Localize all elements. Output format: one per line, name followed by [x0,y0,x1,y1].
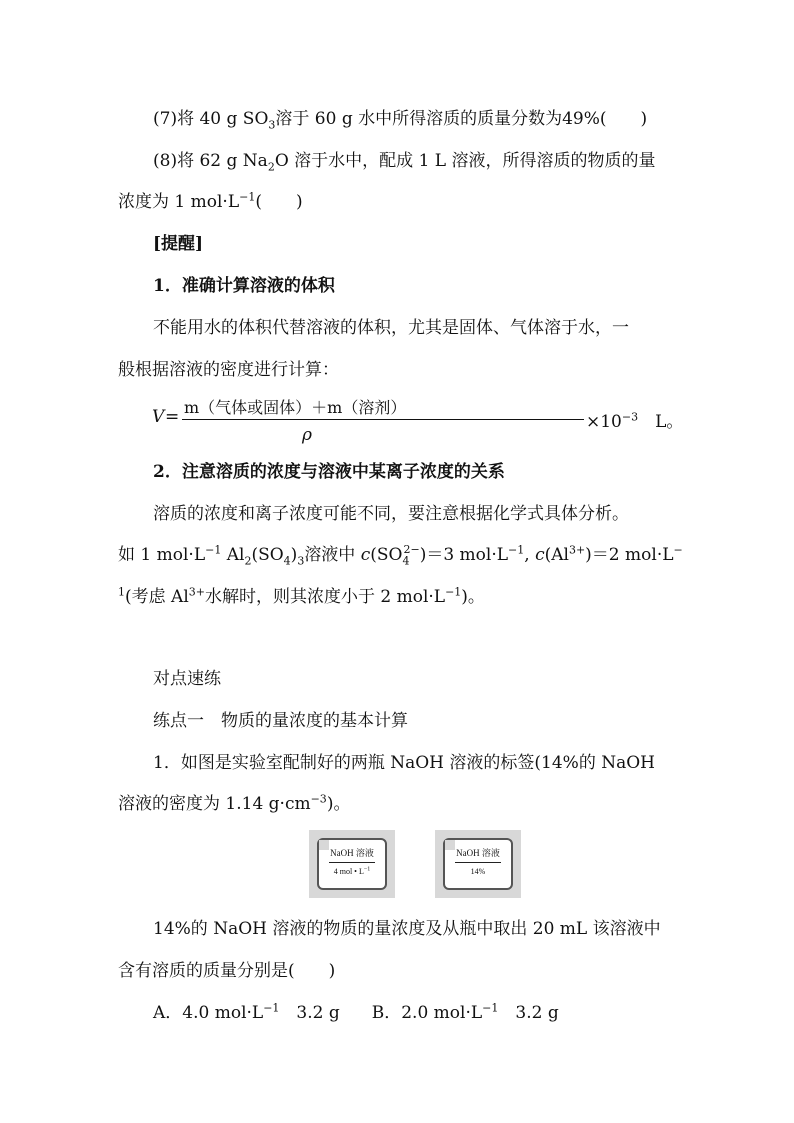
label-value-text: 4 mol • L [333,867,364,876]
reminder-paragraph-1a: 不能用水的体积代替溶液的体积，尤其是固体、气体溶于水，一 [153,318,629,338]
label-value: 14% [470,867,486,876]
reminder-heading-1: 1．准确计算溶液的体积 [153,276,335,296]
p2b-t6: (SO [370,545,403,565]
p2c-t3: )。 [461,587,485,607]
p2b-t7: )＝3 mol·L [419,545,509,565]
q1b-sup: −3 [310,792,327,806]
option-b[interactable] [372,1003,559,1023]
p2c-s1: 1 [118,585,125,599]
q7-sub: 3 [268,118,276,132]
p2b-s4: 3+ [568,543,586,557]
p2b-c2: c [535,545,545,565]
bottle-label-4mol [309,830,395,898]
question-1-line3: 14%的 NaOH 溶液的物质的量浓度及从瓶中取出 20 mL 该溶液中 [153,919,661,939]
volume-formula [152,395,684,447]
label-value-sup: −1 [363,866,371,873]
q8-text-post: O 溶于水中，配成 1 L 溶液，所得溶质的物质的量 [274,151,656,171]
formula-tail-sup: −3 [621,410,639,424]
p2b-t2: Al [221,545,245,565]
p2b-t8: , [524,545,536,565]
q8-text-pre: (8)将 62 g Na [153,151,268,171]
question-1-line2 [118,793,350,815]
p2b-t9: (Al [544,545,569,565]
formula-tail-pre: ×10 [586,412,622,432]
q8-sub: 2 [267,160,275,174]
option-a-sup: −1 [263,1001,280,1015]
p2b-s3: −1 [508,543,525,557]
formula-denominator: ρ [302,425,312,445]
reminder-heading-2: 2．注意溶质的浓度与溶液中某离子浓度的关系 [153,462,505,482]
label-frame [443,838,513,890]
p2b-t4: ) [290,545,298,565]
p2c-t2: 水解时，则其浓度小于 2 mol·L [204,587,446,607]
question-7 [153,108,647,130]
formula-numerator: m（气体或固体）＋m（溶剂） [184,398,407,417]
q1b-post: )。 [326,794,351,814]
option-a-pre: A．4.0 mol·L [153,1003,264,1023]
label-name: NaOH 溶液 [456,848,500,858]
reminder-paragraph-1b: 般根据溶液的密度进行计算： [118,360,339,380]
p2b-t1: 如 1 mol·L [118,545,206,565]
option-b-sup: −1 [482,1001,499,1015]
bottle-label-14pct [435,830,521,898]
q7-text-pre: (7)将 40 g SO [153,109,269,129]
label-value [319,867,385,876]
question-1-line1: 1．如图是实验室配制好的两瓶 NaOH 溶液的标签(14%的 NaOH [153,753,655,773]
q8b-sup: −1 [239,190,256,204]
option-a[interactable] [153,1003,340,1023]
p2b-b4: 4 [402,554,410,568]
question-8-line2 [118,191,303,213]
fraction-bar [182,419,584,420]
label-frame [317,838,387,890]
question-8-line1 [153,150,656,172]
reminder-title: [提醒] [153,234,204,254]
p2b-c1: c [360,545,371,565]
label-divider [455,862,501,863]
option-a-post: 3.2 g [279,1003,340,1023]
p2c-s3: −1 [445,585,462,599]
p2b-s1: −1 [205,543,222,557]
p2c-t1: (考虑 Al [125,587,189,607]
formula-equals: = [165,407,180,427]
label-name: NaOH 溶液 [330,848,374,858]
p2b-b1: 2 [244,554,252,568]
p2b-b2: 4 [283,554,291,568]
p2b-s5: − [673,543,683,557]
reminder-paragraph-2b [118,544,683,566]
q8b-text-post: ( ) [255,192,303,212]
formula-tail-post: L。 [638,412,684,432]
option-b-post: 3.2 g [498,1003,559,1023]
p2b-t10: )＝2 mol·L [585,545,674,565]
q1b-pre: 溶液的密度为 1.14 g·cm [118,794,311,814]
practice-title: 对点速练 [153,669,221,689]
option-b-pre: B．2.0 mol·L [371,1003,483,1023]
reminder-paragraph-2c [118,586,485,608]
p2b-t5: 溶液中 [304,545,361,565]
formula-v: V [152,407,165,427]
formula-tail [586,407,683,432]
q8b-text-pre: 浓度为 1 mol·L [118,192,240,212]
p2c-s2: 3+ [188,585,205,599]
reminder-paragraph-2a: 溶质的浓度和离子浓度可能不同，要注意根据化学式具体分析。 [153,504,629,524]
practice-section: 练点一 物质的量浓度的基本计算 [153,711,408,731]
label-divider [329,862,375,863]
q7-text-post: 溶于 60 g 水中所得溶质的质量分数为49%( ) [275,109,648,129]
question-1-line4: 含有溶质的质量分别是( ) [118,961,336,981]
p2b-b3: 3 [297,554,305,568]
p2b-t3: (SO [251,545,284,565]
p2b-s2: 2− [403,543,420,557]
answer-options [153,1002,559,1024]
